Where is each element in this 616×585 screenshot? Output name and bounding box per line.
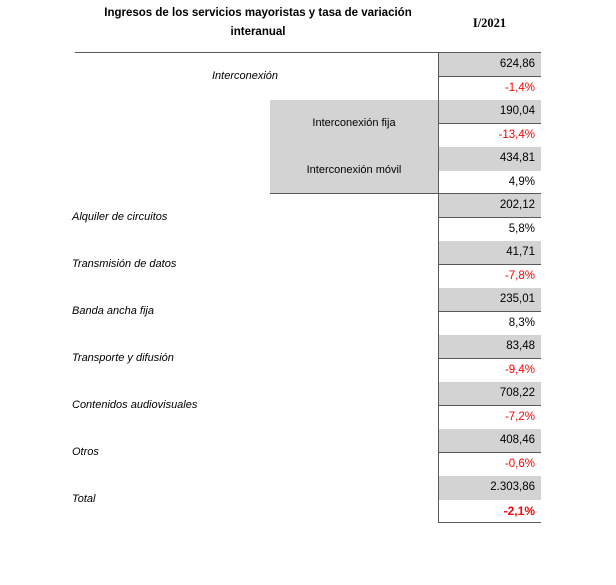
row-label-interconexion-movil: Interconexión móvil: [306, 164, 402, 176]
row-label-interconexion: Interconexión: [211, 70, 279, 82]
table-title-line2: interanual: [230, 26, 286, 38]
row-label-otros: Otros: [72, 446, 99, 458]
pct-cell-interconexion-fija: -13,4%: [498, 128, 535, 141]
value-cell-interconexion-movil: 434,81: [438, 147, 541, 171]
pct-cell-interconexion-movil: 4,9%: [438, 171, 541, 195]
value-cell-total: 2.303,86: [438, 476, 541, 500]
pct-cell-transporte-difusion: -9,4%: [504, 363, 535, 376]
pct-cell-contenidos-audiovisuales: -7,2%: [504, 410, 535, 423]
value-cell-alquiler-circuitos: 202,12: [438, 194, 541, 218]
period-column-header: I/2021: [472, 16, 507, 30]
pct-cell-otros: -0,6%: [504, 457, 535, 470]
table-title: [75, 4, 441, 42]
value-cell-interconexion-fija: 190,04: [438, 100, 541, 124]
table-title-line1: Ingresos de los servicios mayoristas y tasa de variación: [104, 7, 412, 19]
row-label-contenidos-audiovisuales: Contenidos audiovisuales: [72, 399, 198, 411]
column-divider-line: [438, 52, 439, 523]
pct-cell-total: -2,1%: [438, 500, 541, 524]
pct-cell-banda-ancha-fija: 8,3%: [508, 316, 535, 329]
value-cell-contenidos-audiovisuales: 708,22: [438, 382, 541, 406]
row-label-transmision-datos: Transmisión de datos: [72, 258, 177, 270]
value-cell-transporte-difusion: 83,48: [438, 335, 541, 359]
value-cell-interconexion: 624,86: [438, 53, 541, 77]
pct-cell-interconexion: -1,4%: [504, 81, 535, 94]
pct-cell-alquiler-circuitos: 5,8%: [508, 222, 535, 235]
value-cell-banda-ancha-fija: 235,01: [438, 288, 541, 312]
value-cell-otros: 408,46: [438, 429, 541, 453]
row-label-interconexion-fija: Interconexión fija: [312, 117, 396, 129]
value-cell-transmision-datos: 41,71: [438, 241, 541, 265]
row-label-transporte-difusion: Transporte y difusión: [72, 352, 174, 364]
pct-cell-transmision-datos: -7,8%: [504, 269, 535, 282]
row-label-banda-ancha-fija: Banda ancha fija: [72, 305, 154, 317]
row-label-alquiler-circuitos: Alquiler de circuitos: [72, 211, 168, 223]
row-label-total: Total: [72, 493, 96, 505]
